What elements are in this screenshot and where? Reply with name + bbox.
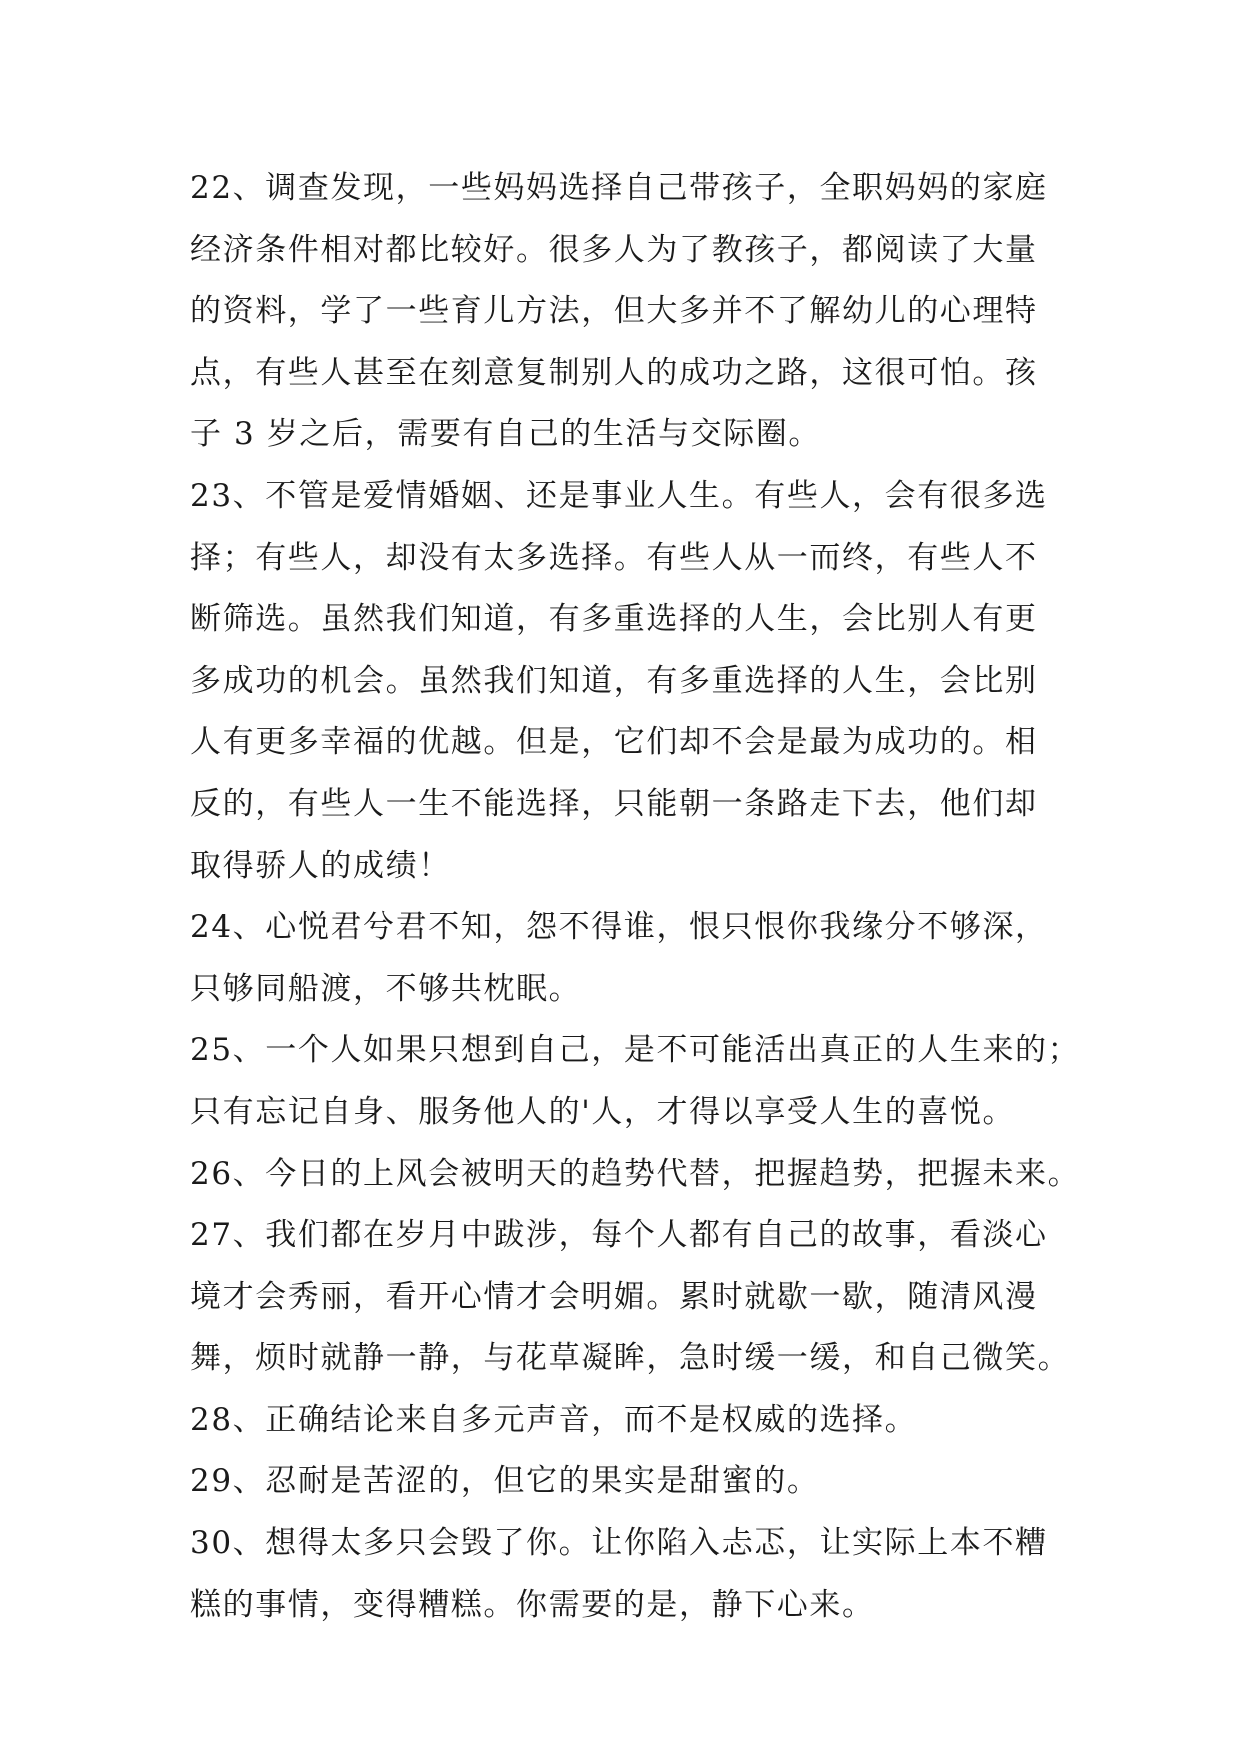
text-line: 断筛选。虽然我们知道，有多重选择的人生，会比别人有更	[190, 601, 1038, 638]
text-line: 25、一个人如果只想到自己，是不可能活出真正的人生来的；	[190, 1032, 1081, 1069]
text-line: 27、我们都在岁月中跋涉，每个人都有自己的故事，看淡心	[190, 1217, 1048, 1254]
text-line: 28、正确结论来自多元声音，而不是权威的选择。	[190, 1401, 918, 1438]
text-line: 子 3 岁之后，需要有自己的生活与交际圈。	[190, 416, 822, 453]
text-line: 反的，有些人一生不能选择，只能朝一条路走下去，他们却	[190, 785, 1038, 822]
text-line: 点，有些人甚至在刻意复制别人的成功之路，这很可怕。孩	[190, 354, 1038, 391]
text-line: 择；有些人，却没有太多选择。有些人从一而终，有些人不	[190, 539, 1038, 576]
text-line: 只有忘记自身、服务他人的'人，才得以享受人生的喜悦。	[190, 1093, 1016, 1130]
text-line: 取得骄人的成绩！	[190, 847, 451, 884]
text-line: 22、调查发现，一些妈妈选择自己带孩子，全职妈妈的家庭	[190, 170, 1048, 206]
text-line: 30、想得太多只会毁了你。让你陷入忐忑，让实际上本不糟	[190, 1525, 1048, 1562]
text-line: 23、不管是爱情婚姻、还是事业人生。有些人，会有很多选	[190, 477, 1048, 514]
text-line: 糕的事情，变得糟糕。你需要的是，静下心来。	[190, 1586, 875, 1623]
text-line: 境才会秀丽，看开心情才会明媚。累时就歇一歇，随清风漫	[190, 1278, 1038, 1315]
text-line: 多成功的机会。虽然我们知道，有多重选择的人生，会比别	[190, 662, 1038, 699]
text-line: 经济条件相对都比较好。很多人为了教孩子，都阅读了大量	[190, 231, 1038, 268]
text-line: 人有更多幸福的优越。但是，它们却不会是最为成功的。相	[190, 724, 1038, 761]
document-body	[190, 158, 1081, 1636]
text-line: 的资料，学了一些育儿方法，但大多并不了解幼儿的心理特	[190, 293, 1038, 330]
text-line: 24、心悦君兮君不知，怨不得谁，恨只恨你我缘分不够深，	[190, 909, 1048, 946]
text-line: 舞，烦时就静一静，与花草凝眸，急时缓一缓，和自己微笑。	[190, 1340, 1071, 1377]
text-line: 29、忍耐是苦涩的，但它的果实是甜蜜的。	[190, 1463, 820, 1500]
text-line: 26、今日的上风会被明天的趋势代替，把握趋势，把握未来。	[190, 1155, 1081, 1192]
text-line: 只够同船渡，不够共枕眠。	[190, 970, 582, 1007]
